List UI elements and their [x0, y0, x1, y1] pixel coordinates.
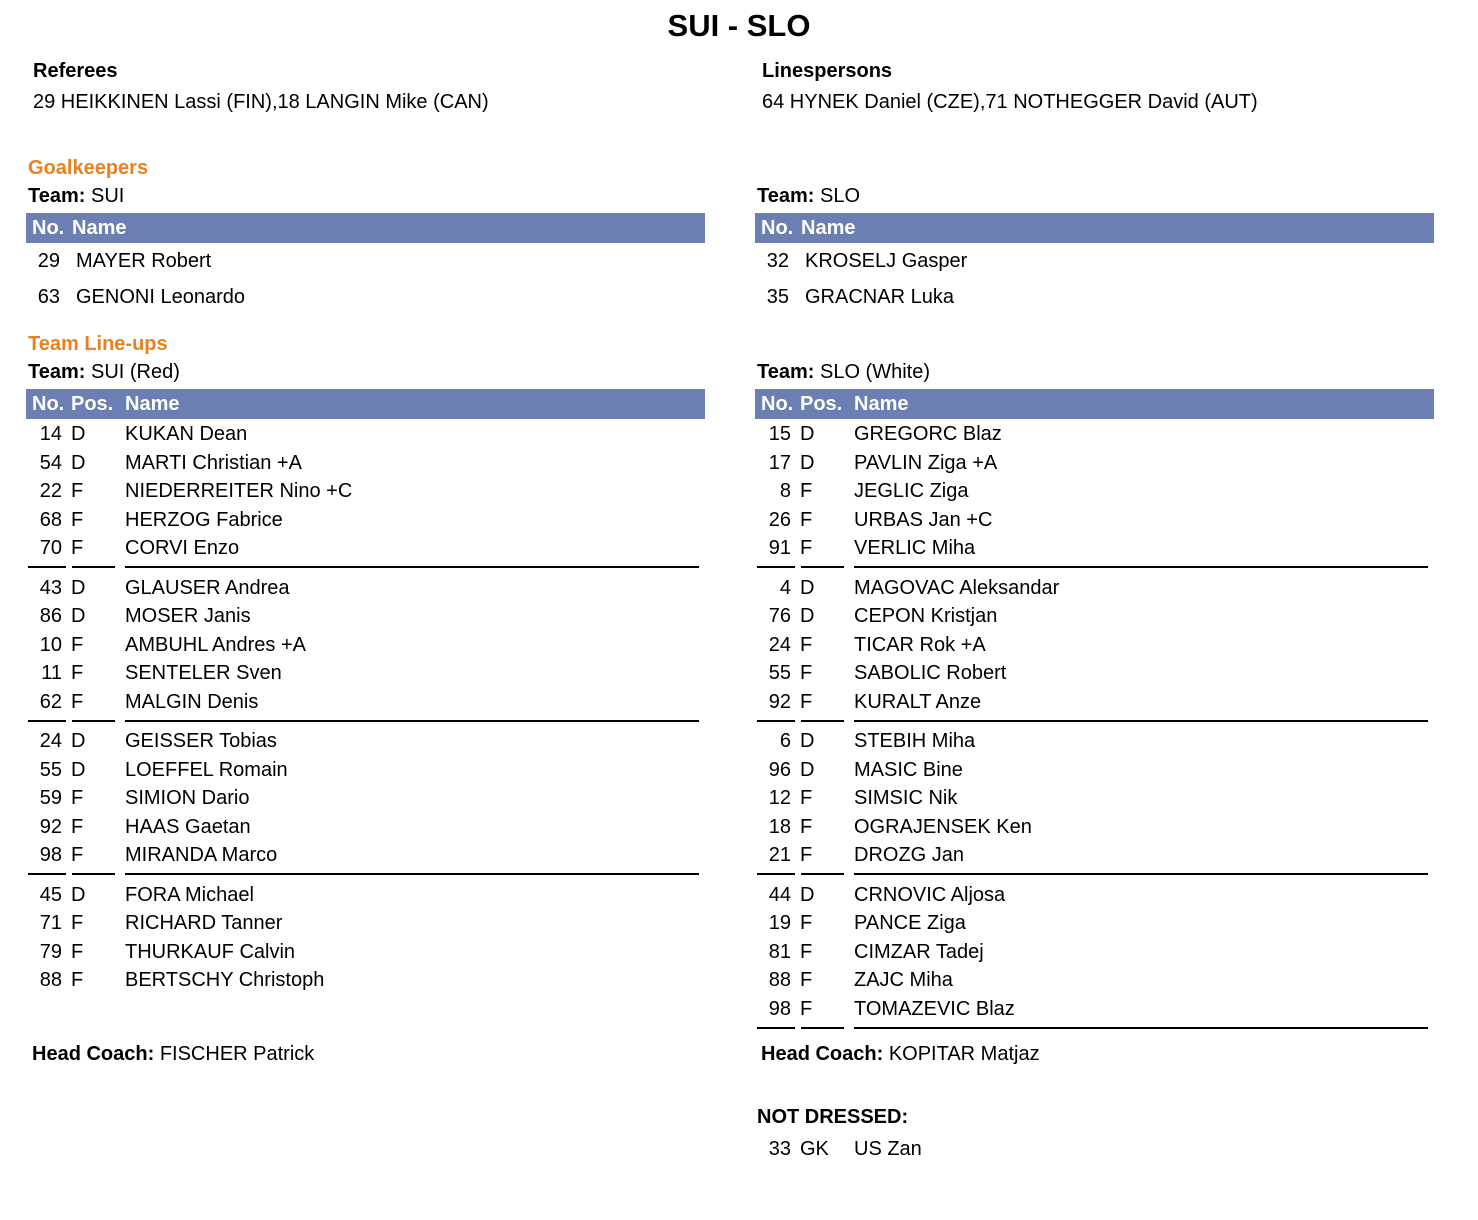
player-position: D — [800, 423, 815, 445]
player-position: F — [71, 844, 84, 867]
player-name: GREGORC Blaz — [854, 423, 1002, 445]
player-name: CORVI Enzo — [125, 537, 240, 560]
player-number: 32 — [766, 250, 789, 272]
player-row — [26, 506, 705, 534]
player-name: TICAR Rok +A — [854, 633, 986, 656]
header-name: Name — [854, 393, 909, 415]
player-position: F — [800, 969, 813, 992]
player-number: 79 — [39, 940, 62, 963]
player-position: D — [800, 883, 815, 906]
player-number: 15 — [768, 423, 791, 445]
home-lineup-header — [26, 389, 705, 419]
away-goalkeepers-header — [755, 213, 1434, 243]
player-row — [755, 602, 1434, 630]
player-position: F — [800, 480, 813, 503]
coach-name: FISCHER Patrick — [159, 1043, 315, 1065]
player-position: F — [800, 537, 813, 560]
player-row — [755, 995, 1434, 1023]
player-position: F — [71, 815, 84, 838]
player-position: D — [71, 758, 86, 781]
home-lineup-team — [28, 361, 180, 384]
line-separator — [757, 566, 795, 568]
away-lineup-header — [755, 389, 1434, 419]
line-separator — [125, 566, 699, 568]
player-row — [26, 909, 705, 937]
player-number: 10 — [39, 633, 62, 656]
line-separator — [757, 1027, 795, 1029]
player-name: MARTI Christian +A — [125, 451, 302, 474]
line-separator — [801, 720, 844, 722]
player-row — [26, 659, 705, 687]
player-name: MAYER Robert — [76, 250, 212, 272]
player-position: D — [71, 605, 86, 628]
player-row — [755, 574, 1434, 602]
player-number: 35 — [766, 286, 789, 308]
player-number: 29 — [37, 250, 60, 272]
player-row — [26, 727, 705, 755]
player-row — [755, 449, 1434, 477]
coach-label: Head Coach: — [32, 1043, 155, 1065]
team-name: SLO (White) — [819, 361, 931, 383]
player-position: F — [71, 633, 84, 656]
player-row — [26, 841, 705, 869]
line-separator — [125, 873, 699, 875]
linespersons-label: Linespersons — [762, 60, 893, 82]
player-position: D — [800, 605, 815, 628]
player-number: 11 — [41, 662, 62, 685]
team-label: Team: — [28, 361, 86, 383]
player-row — [26, 938, 705, 966]
line-separator — [72, 720, 115, 722]
player-number: 88 — [39, 969, 62, 992]
page-title: SUI - SLO — [667, 8, 811, 43]
player-name: URBAS Jan +C — [854, 508, 993, 531]
player-position: D — [71, 730, 86, 752]
line-separator — [72, 566, 115, 568]
line-separator — [854, 873, 1428, 875]
player-position: F — [800, 662, 813, 685]
player-name: TOMAZEVIC Blaz — [854, 997, 1015, 1020]
line-separator — [801, 1027, 844, 1029]
player-position: F — [800, 815, 813, 838]
player-name: GLAUSER Andrea — [125, 576, 290, 599]
header-no: No. — [761, 217, 794, 239]
goalkeeper-row — [26, 283, 705, 311]
team-name: SLO — [819, 185, 861, 207]
player-number: 92 — [768, 690, 791, 713]
line-separator — [28, 873, 66, 875]
player-position: F — [800, 844, 813, 867]
player-row — [755, 841, 1434, 869]
player-name: DROZG Jan — [854, 844, 965, 867]
linespersons-list: 64 HYNEK Daniel (CZE),71 NOTHEGGER David (AUT) — [762, 91, 1258, 113]
player-position: F — [800, 912, 813, 935]
player-position: F — [71, 940, 84, 963]
player-number: 63 — [37, 286, 60, 308]
header-no: No. — [761, 393, 794, 415]
line-separator — [757, 720, 795, 722]
player-row — [755, 534, 1434, 562]
player-position: GK — [800, 1138, 829, 1160]
line-separator — [28, 566, 66, 568]
player-position: F — [71, 537, 84, 560]
player-name: RICHARD Tanner — [125, 912, 283, 935]
team-label: Team: — [757, 185, 815, 207]
player-number: 68 — [39, 508, 62, 531]
player-position: F — [71, 690, 84, 713]
player-position: F — [800, 690, 813, 713]
player-number: 6 — [779, 730, 791, 752]
player-number: 55 — [768, 662, 791, 685]
goalkeeper-row — [755, 283, 1434, 311]
player-row — [755, 756, 1434, 784]
player-name: BERTSCHY Christoph — [125, 969, 325, 992]
player-row — [26, 813, 705, 841]
player-name: MAGOVAC Aleksandar — [854, 576, 1060, 599]
team-label: Team: — [28, 185, 86, 207]
player-name: STEBIH Miha — [854, 730, 976, 752]
player-name: SIMION Dario — [125, 787, 250, 810]
player-number: 55 — [39, 758, 62, 781]
player-number: 21 — [768, 844, 791, 867]
player-position: D — [800, 730, 815, 752]
player-row — [755, 966, 1434, 994]
player-number: 19 — [768, 912, 791, 935]
player-name: HERZOG Fabrice — [125, 508, 283, 531]
player-row — [755, 813, 1434, 841]
home-goalkeepers-team — [28, 185, 124, 208]
header-name: Name — [125, 393, 180, 415]
player-name: CIMZAR Tadej — [854, 940, 984, 963]
player-number: 14 — [39, 423, 62, 445]
player-number: 62 — [39, 690, 62, 713]
team-label: Team: — [757, 361, 815, 383]
lineups-section-title: Team Line-ups — [28, 333, 168, 355]
goalkeeper-row — [26, 247, 705, 275]
player-position: F — [800, 787, 813, 810]
player-position: F — [800, 997, 813, 1020]
player-row — [26, 784, 705, 812]
player-name: SABOLIC Robert — [854, 662, 1007, 685]
player-row — [755, 881, 1434, 909]
player-name: MASIC Bine — [854, 758, 963, 781]
player-name: PAVLIN Ziga +A — [854, 451, 998, 474]
player-name: SIMSIC Nik — [854, 787, 958, 810]
player-name: KURALT Anze — [854, 690, 982, 713]
player-position: D — [71, 883, 86, 906]
player-name: GEISSER Tobias — [125, 730, 277, 752]
header-pos: Pos. — [800, 393, 843, 415]
player-position: D — [800, 576, 815, 599]
header-name: Name — [72, 217, 127, 239]
player-number: 45 — [39, 883, 62, 906]
player-position: F — [800, 508, 813, 531]
line-separator — [28, 720, 66, 722]
player-number: 88 — [768, 969, 791, 992]
player-name: FORA Michael — [125, 883, 254, 906]
player-number: 98 — [768, 997, 791, 1020]
player-name: OGRAJENSEK Ken — [854, 815, 1032, 838]
line-separator — [757, 873, 795, 875]
header-no: No. — [32, 217, 65, 239]
player-number: 18 — [768, 815, 791, 838]
player-number: 8 — [779, 480, 791, 503]
away-goalkeepers-team — [757, 185, 860, 208]
player-row — [755, 477, 1434, 505]
not-dressed-label: NOT DRESSED: — [757, 1106, 909, 1128]
player-number: 33 — [768, 1138, 791, 1160]
player-position: F — [800, 940, 813, 963]
away-head-coach — [761, 1043, 1040, 1066]
not-dressed-row — [755, 1135, 1434, 1163]
player-name: GRACNAR Luka — [805, 286, 954, 308]
player-number: 43 — [39, 576, 62, 599]
team-name: SUI (Red) — [90, 361, 180, 383]
player-number: 81 — [768, 940, 791, 963]
player-position: D — [71, 423, 86, 445]
line-separator — [854, 1027, 1428, 1029]
player-number: 92 — [39, 815, 62, 838]
player-row — [26, 574, 705, 602]
player-row — [755, 631, 1434, 659]
player-row — [755, 938, 1434, 966]
player-name: LOEFFEL Romain — [125, 758, 288, 781]
player-number: 76 — [768, 605, 791, 628]
player-name: KROSELJ Gasper — [805, 250, 968, 272]
player-number: 70 — [39, 537, 62, 560]
player-name: CEPON Kristjan — [854, 605, 998, 628]
player-number: 54 — [39, 451, 62, 474]
header-name: Name — [801, 217, 856, 239]
player-row — [26, 449, 705, 477]
player-number: 12 — [768, 787, 791, 810]
referees-label: Referees — [33, 60, 118, 82]
player-position: F — [71, 912, 84, 935]
line-separator — [72, 873, 115, 875]
player-number: 91 — [768, 537, 791, 560]
coach-name: KOPITAR Matjaz — [888, 1043, 1040, 1065]
player-name: CRNOVIC Aljosa — [854, 883, 1006, 906]
player-name: ZAJC Miha — [854, 969, 953, 992]
player-number: 17 — [768, 451, 791, 474]
coach-label: Head Coach: — [761, 1043, 884, 1065]
player-name: THURKAUF Calvin — [125, 940, 296, 963]
player-number: 86 — [39, 605, 62, 628]
player-name: GENONI Leonardo — [76, 286, 245, 308]
player-position: D — [800, 451, 815, 474]
player-row — [26, 881, 705, 909]
player-row — [26, 477, 705, 505]
player-row — [26, 966, 705, 994]
player-number: 24 — [768, 633, 791, 656]
player-name: MALGIN Denis — [125, 690, 259, 713]
player-number: 96 — [768, 758, 791, 781]
line-separator — [125, 720, 699, 722]
team-name: SUI — [90, 185, 125, 207]
player-position: F — [71, 787, 84, 810]
line-separator — [801, 566, 844, 568]
player-position: D — [71, 451, 86, 474]
player-row — [26, 688, 705, 716]
player-name: VERLIC Miha — [854, 537, 976, 560]
player-number: 71 — [39, 912, 62, 935]
player-row — [26, 420, 705, 448]
player-row — [26, 602, 705, 630]
player-row — [755, 659, 1434, 687]
header-pos: Pos. — [71, 393, 114, 415]
player-name: US Zan — [854, 1138, 922, 1160]
player-row — [26, 631, 705, 659]
player-number: 59 — [39, 787, 62, 810]
line-separator — [854, 720, 1428, 722]
player-row — [755, 420, 1434, 448]
away-lineup-team — [757, 361, 930, 384]
player-name: HAAS Gaetan — [125, 815, 251, 838]
player-position: D — [71, 576, 86, 599]
player-name: AMBUHL Andres +A — [125, 633, 307, 656]
player-row — [755, 784, 1434, 812]
player-number: 26 — [768, 508, 791, 531]
player-number: 98 — [39, 844, 62, 867]
player-row — [26, 756, 705, 784]
player-position: F — [71, 480, 84, 503]
player-name: NIEDERREITER Nino +C — [125, 480, 353, 503]
player-name: MIRANDA Marco — [125, 844, 278, 867]
player-name: KUKAN Dean — [125, 423, 248, 445]
player-position: F — [71, 969, 84, 992]
line-separator — [854, 566, 1428, 568]
home-head-coach — [32, 1043, 314, 1066]
player-row — [755, 909, 1434, 937]
player-row — [755, 506, 1434, 534]
player-position: F — [800, 633, 813, 656]
player-position: F — [71, 662, 84, 685]
line-separator — [801, 873, 844, 875]
goalkeepers-section-title: Goalkeepers — [28, 157, 149, 179]
home-goalkeepers-header — [26, 213, 705, 243]
player-number: 24 — [39, 730, 62, 752]
player-name: JEGLIC Ziga — [854, 480, 969, 503]
player-number: 44 — [768, 883, 791, 906]
referees-list: 29 HEIKKINEN Lassi (FIN),18 LANGIN Mike (CAN) — [33, 91, 489, 113]
player-name: PANCE Ziga — [854, 912, 966, 935]
player-number: 22 — [39, 480, 62, 503]
player-name: SENTELER Sven — [125, 662, 282, 685]
player-row — [26, 534, 705, 562]
player-row — [755, 727, 1434, 755]
player-row — [755, 688, 1434, 716]
player-position: F — [71, 508, 84, 531]
player-name: MOSER Janis — [125, 605, 251, 628]
player-number: 4 — [779, 576, 791, 599]
header-no: No. — [32, 393, 65, 415]
goalkeeper-row — [755, 247, 1434, 275]
player-position: D — [800, 758, 815, 781]
